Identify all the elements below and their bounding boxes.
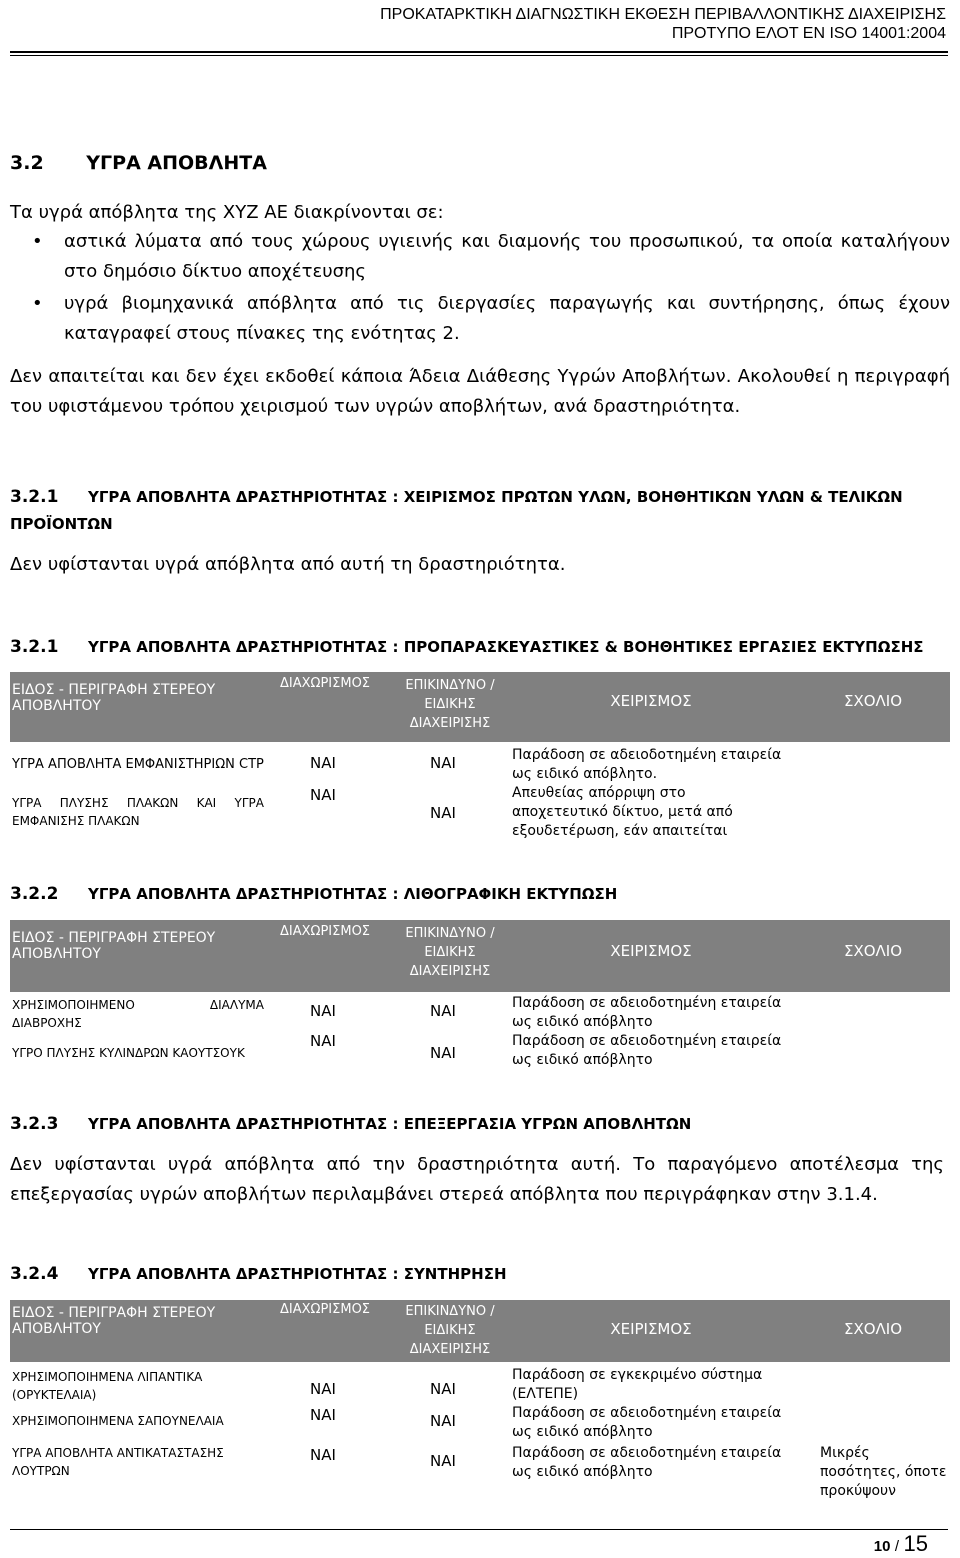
header-cell-hazardous: ΕΠΙΚΙΝΔΥΝΟ / ΕΙΔΙΚΗΣ ΔΙΑΧΕΙΡΙΣΗΣ [394,1300,506,1362]
cell-hazardous: ΝΑΙ [430,1002,456,1020]
cell-separation: ΝΑΙ [310,1002,336,1020]
table-row [10,1404,950,1442]
subsection-text: Δεν υφίστανται υγρά απόβλητα από την δραστηριότητα αυτή. Το παραγόμενο αποτέλεσμα της επεξεργασίας υγρών αποβλήτων περιλαμβάνει στερεά απόβλητα που περιγράφηκαν στην 3.1.4. [10,1154,944,1205]
subsection-number: 3.2.3 [10,1114,59,1134]
header-subtitle: ΠΡΟΤΥΠΟ ΕΛΟΤ ΕΝ ISO 14001:2004 [671,25,946,42]
section-paragraph: Δεν απαιτείται και δεν έχει εκδοθεί κάποια Άδεια Διάθεσης Υγρών Αποβλήτων. Ακολουθεί η περιγραφή του υφιστάμενου τρόπου χειρισμού των υγρών αποβλήτων, ανά δραστηριότητα. [10,366,950,417]
table-header-row [10,1300,950,1362]
header-title: ΠΡΟΚΑΤΑΡΚΤΙΚΗ ΔΙΑΓΝΩΣΤΙΚΗ ΕΚΘΕΣΗ ΠΕΡΙΒΑΛΛΟΝΤΙΚΗΣ ΔΙΑΧΕΙΡΙΣΗΣ [380,6,946,23]
cell-type: ΧΡΗΣΙΜΟΠΟΙΗΜΕΝΟ ΔΙΑΛΥΜΑ ΔΙΑΒΡΟΧΗΣ [12,998,264,1030]
cell-type: ΥΓΡΟ ΠΛΥΣΗΣ ΚΥΛΙΝΔΡΩΝ ΚΑΟΥΤΣΟΥΚ [12,1046,245,1060]
cell-hazardous: ΝΑΙ [430,1044,456,1062]
cell-separation: ΝΑΙ [310,1446,336,1464]
subsection-number: 3.2.1 [10,637,59,657]
list-item: • αστικά λύματα από τους χώρους υγιεινής και διαμονής του προσωπικού, τα οποία καταλήγουν στο δημόσιο δίκτυο αποχέτευσης [10,227,950,287]
cell-handling: Απευθείας απόρριψη στο αποχετευτικό δίκτυο, μετά από εξουδετέρωση, εάν απαιτείται [512,785,733,839]
cell-type: ΥΓΡΑ ΑΠΟΒΛΗΤΑ ΑΝΤΙΚΑΤΑΣΤΑΣΗΣ ΛΟΥΤΡΩΝ [12,1446,224,1478]
subsection-number: 3.2.4 [10,1264,59,1284]
cell-handling: Παράδοση σε αδειοδοτημένη εταιρεία ως ειδικό απόβλητο [512,1445,782,1480]
page-current: 10 [873,1538,891,1555]
subsection-title: ΥΓΡΑ ΑΠΟΒΛΗΤΑ ΔΡΑΣΤΗΡΙΟΤΗΤΑΣ : ΕΠΕΞΕΡΓΑΣΙΑ ΥΓΡΩΝ ΑΠΟΒΛΗΤΩΝ [88,1115,692,1133]
page-number [874,1531,928,1557]
subsection-title: ΥΓΡΑ ΑΠΟΒΛΗΤΑ ΔΡΑΣΤΗΡΙΟΤΗΤΑΣ : ΧΕΙΡΙΣΜΟΣ ΠΡΩΤΩΝ ΥΛΩΝ, ΒΟΗΘΗΤΙΚΩΝ ΥΛΩΝ & ΤΕΛΙΚΩΝ ΠΡΟΪΟΝΤΩΝ [10,488,903,533]
cell-handling: Παράδοση σε αδειοδοτημένη εταιρεία ως ειδικό απόβλητο. [512,747,782,782]
subsection-number: 3.2.2 [10,884,59,904]
cell-comment [796,992,950,1032]
header-cell-separation: ΔΙΑΧΩΡΙΣΜΟΣ [270,1300,394,1362]
subsection-heading [10,637,950,657]
cell-handling: Παράδοση σε αδειοδοτημένη εταιρεία ως ειδικό απόβλητο [512,1033,782,1068]
header-cell-comment: ΣΧΟΛΙΟ [796,672,950,742]
cell-handling: Παράδοση σε αδειοδοτημένη εταιρεία ως ειδικό απόβλητο [512,1405,782,1440]
cell-type: ΥΓΡΑ ΠΛΥΣΗΣ ΠΛΑΚΩΝ ΚΑΙ ΥΓΡΑ ΕΜΦΑΝΙΣΗΣ ΠΛΑΚΩΝ [12,796,264,828]
waste-table [10,672,950,841]
page-separator: / [894,1538,900,1555]
subsection-heading [10,884,950,904]
waste-table [10,920,950,1070]
section-title: ΥΓΡΑ ΑΠΟΒΛΗΤΑ [86,152,267,174]
page-total: 15 [903,1531,928,1556]
cell-hazardous: ΝΑΙ [430,754,456,772]
subsection-title: ΥΓΡΑ ΑΠΟΒΛΗΤΑ ΔΡΑΣΤΗΡΙΟΤΗΤΑΣ : ΣΥΝΤΗΡΗΣΗ [88,1265,507,1283]
bullet-icon: • [32,293,43,314]
cell-separation: ΝΑΙ [310,1380,336,1398]
table-row [10,742,950,784]
subsection-heading [10,1264,950,1284]
table-header-row [10,672,950,742]
header-rule-thin [10,55,948,56]
header-cell-handling: ΧΕΙΡΙΣΜΟΣ [506,920,796,992]
cell-handling: Παράδοση σε εγκεκριμένο σύστημα (ΕΛΤΕΠΕ) [512,1367,763,1402]
table-row [10,1032,950,1070]
subsection-title: ΥΓΡΑ ΑΠΟΒΛΗΤΑ ΔΡΑΣΤΗΡΙΟΤΗΤΑΣ : ΠΡΟΠΑΡΑΣΚΕΥΑΣΤΙΚΕΣ & ΒΟΗΘΗΤΙΚΕΣ ΕΡΓΑΣΙΕΣ ΕΚΤΥΠΩΣΗΣ [88,638,924,656]
header-cell-hazardous: ΕΠΙΚΙΝΔΥΝΟ / ΕΙΔΙΚΗΣ ΔΙΑΧΕΙΡΙΣΗΣ [394,672,506,742]
cell-handling: Παράδοση σε αδειοδοτημένη εταιρεία ως ειδικό απόβλητο [512,995,782,1030]
header-cell-handling: ΧΕΙΡΙΣΜΟΣ [506,672,796,742]
subsection-text: Δεν υφίστανται υγρά απόβλητα από αυτή τη δραστηριότητα. [10,554,566,575]
section-heading [10,152,267,174]
header-rule [10,51,948,53]
cell-hazardous: ΝΑΙ [430,1380,456,1398]
section-intro: Τα υγρά απόβλητα της ΧΥΖ ΑΕ διακρίνονται σε: [10,202,444,223]
cell-comment [796,1032,950,1070]
cell-type: ΥΓΡΑ ΑΠΟΒΛΗΤΑ ΕΜΦΑΝΙΣΤΗΡΙΩΝ CTP [12,757,264,772]
cell-hazardous: ΝΑΙ [430,804,456,822]
subsection-heading [10,484,950,538]
cell-type: ΧΡΗΣΙΜΟΠΟΙΗΜΕΝΑ ΣΑΠΟΥΝΕΛΑΙΑ [12,1414,224,1428]
bullet-list [10,227,950,349]
table-row [10,992,950,1032]
header-cell-type: ΕΙΔΟΣ - ΠΕΡΙΓΡΑΦΗ ΣΤΕΡΕΟΥ ΑΠΟΒΛΗΤΟΥ [10,672,270,742]
header-cell-comment: ΣΧΟΛΙΟ [796,1300,950,1362]
subsection-title: ΥΓΡΑ ΑΠΟΒΛΗΤΑ ΔΡΑΣΤΗΡΙΟΤΗΤΑΣ : ΛΙΘΟΓΡΑΦΙΚΗ ΕΚΤΥΠΩΣΗ [88,885,618,903]
cell-comment [796,1404,950,1442]
cell-comment: Μικρές ποσότητες, όποτε προκύψουν [820,1445,947,1499]
header-cell-type: ΕΙΔΟΣ - ΠΕΡΙΓΡΑΦΗ ΣΤΕΡΕΟΥ ΑΠΟΒΛΗΤΟΥ [10,1300,270,1362]
cell-comment [796,742,950,784]
table-row [10,1442,950,1501]
cell-separation: ΝΑΙ [310,786,336,804]
header-cell-hazardous: ΕΠΙΚΙΝΔΥΝΟ / ΕΙΔΙΚΗΣ ΔΙΑΧΕΙΡΙΣΗΣ [394,920,506,992]
cell-separation: ΝΑΙ [310,1406,336,1424]
subsection-number: 3.2.1 [10,487,59,507]
table-header-row [10,920,950,992]
table-row [10,784,950,841]
header-cell-separation: ΔΙΑΧΩΡΙΣΜΟΣ [270,672,394,742]
header-cell-separation: ΔΙΑΧΩΡΙΣΜΟΣ [270,920,394,992]
header-cell-comment: ΣΧΟΛΙΟ [796,920,950,992]
cell-comment [796,784,950,841]
header-cell-type: ΕΙΔΟΣ - ΠΕΡΙΓΡΑΦΗ ΣΤΕΡΕΟΥ ΑΠΟΒΛΗΤΟΥ [10,920,270,992]
cell-hazardous: ΝΑΙ [430,1452,456,1470]
waste-table [10,1300,950,1501]
list-item: • υγρά βιομηχανικά απόβλητα από τις διεργασίες παραγωγής και συντήρησης, όπως έχουν καταγραφεί στους πίνακες της ενότητας 2. [10,289,950,349]
footer-rule [10,1529,948,1530]
cell-separation: ΝΑΙ [310,754,336,772]
cell-type: ΧΡΗΣΙΜΟΠΟΙΗΜΕΝΑ ΛΙΠΑΝΤΙΚΑ (ΟΡΥΚΤΕΛΑΙΑ) [12,1370,203,1402]
header-cell-handling: ΧΕΙΡΙΣΜΟΣ [506,1300,796,1362]
subsection-heading [10,1114,950,1134]
table-row [10,1362,950,1404]
section-number: 3.2 [10,152,44,174]
bullet-icon: • [32,231,43,252]
cell-comment [796,1362,950,1404]
cell-hazardous: ΝΑΙ [430,1412,456,1430]
cell-separation: ΝΑΙ [310,1032,336,1050]
